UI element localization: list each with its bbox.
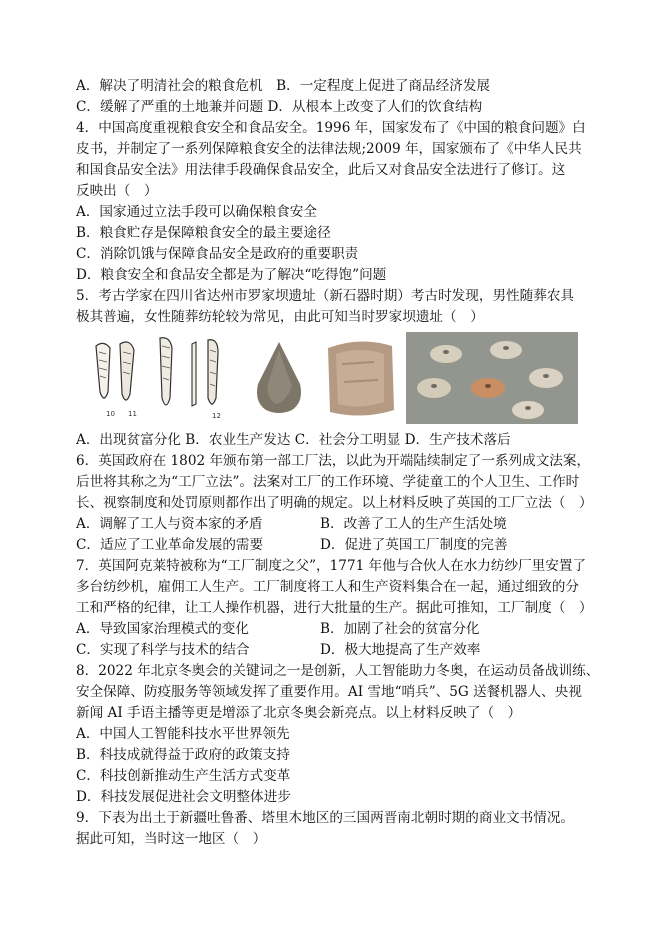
q8-option: B．科技成就得益于政府的政策支持 bbox=[76, 747, 290, 763]
q6-stem-line: 后世将其称之为“工厂立法”。法案对工厂的工作环境、学徒童工的个人卫生、工作时 bbox=[76, 474, 580, 490]
q6-option: C．适应了工业革命发展的需要 bbox=[76, 537, 264, 553]
q7-stem-line: 工和严格的纪律，让工人操作机器，进行大批量的生产。据此可推知，工厂制度（ ） bbox=[76, 600, 593, 616]
q6-stem-line: 长、视察制度和处罚原则都作出了明确的规定。以上材料反映了英国的工厂立法（ ） bbox=[76, 495, 593, 511]
q5-stem-line: 极其普遍，女性随葬纺轮较为常见，由此可知当时罗家坝遗址（ ） bbox=[76, 309, 484, 325]
q7-stem-line: 7．英国阿克莱特被称为“工厂制度之父”，1771 年他与合伙人在水力纺纱厂里安置了 bbox=[76, 558, 587, 574]
q9-stem-line: 9．下表为出土于新疆吐鲁番、塔里木地区的三国两晋南北朝时期的商业文书情况。 bbox=[76, 810, 575, 826]
q9-stem-line: 据此可知，当时这一地区（ ） bbox=[76, 831, 267, 847]
artifact-figure-strip bbox=[86, 332, 578, 424]
q7-options-row bbox=[76, 619, 606, 640]
q4-stem-line: 4．中国高度重视粮食安全和食品安全。1996 年，国家发布了《中国的粮食问题》白 bbox=[76, 120, 586, 136]
spindle-whorls-photo bbox=[406, 332, 578, 424]
stone-point-photo bbox=[246, 332, 312, 424]
figure-label: 10 bbox=[106, 410, 115, 418]
stone-block-photo bbox=[322, 332, 398, 424]
q4-stem-line: 和国食品安全法》用法律手段确保食品安全，此后又对食品安全法进行了修订。这 bbox=[76, 162, 566, 178]
q4-option: D．粮食安全和食品安全都是为了解决“吃得饱”问题 bbox=[76, 267, 387, 283]
q7-option: A．导致国家治理模式的变化 bbox=[76, 621, 249, 637]
q6-options-row bbox=[76, 535, 606, 556]
q3-option-ab: A．解决了明清社会的粮食危机 B．一定程度上促进了商品经济发展 bbox=[76, 78, 491, 94]
q7-option: D．极大地提高了生产效率 bbox=[320, 642, 481, 658]
q6-options-row bbox=[76, 514, 606, 535]
q7-stem-line: 多台纺纱机，雇佣工人生产。工厂制度将工人和生产资料集合在一起，通过细致的分 bbox=[76, 579, 579, 595]
q8-stem-line: 新闻 AI 手语主播等更是增添了北京冬奥会新亮点。以上材料反映了（ ） bbox=[76, 705, 522, 721]
stone-tool-drawing-2 bbox=[152, 332, 180, 424]
q6-option: B．改善了工人的生产生活处境 bbox=[320, 516, 507, 532]
q4-stem-line: 皮书，并制定了一系列保障粮食安全的法律法规;2009 年，国家颁布了《中华人民共 bbox=[76, 141, 582, 157]
q8-option: A．中国人工智能科技水平世界领先 bbox=[76, 726, 290, 742]
q7-options-row bbox=[76, 640, 606, 661]
q4-stem-line: 反映出（ ） bbox=[76, 183, 158, 199]
q8-stem-line: 安全保障、防疫服务等领域发挥了重要作用。AI 雪地“哨兵”、5G 送餐机器人、央视 bbox=[76, 684, 582, 700]
figure-label: 12 bbox=[212, 412, 221, 420]
q8-option: D．科技发展促进社会文明整体进步 bbox=[76, 789, 291, 805]
q4-option: A．国家通过立法手段可以确保粮食安全 bbox=[76, 204, 317, 220]
q8-option: C．科技创新推动生产生活方式变革 bbox=[76, 768, 291, 784]
q5-options: A．出现贫富分化 B．农业生产发达 C．社会分工明显 D．生产技术落后 bbox=[76, 432, 511, 448]
q8-stem-line: 8．2022 年北京冬奥会的关键词之一是创新，人工智能助力冬奥，在运动员备战训练、 bbox=[76, 663, 600, 679]
q7-option: B．加剧了社会的贫富分化 bbox=[320, 621, 480, 637]
stone-tool-drawing-3 bbox=[186, 332, 236, 424]
q5-stem-line: 5．考古学家在四川省达州市罗家坝遗址（新石器时期）考古时发现，男性随葬农具 bbox=[76, 288, 575, 304]
stone-tool-drawing-1 bbox=[86, 332, 148, 424]
q3-option-cd: C．缓解了严重的土地兼并问题 D．从根本上改变了人们的饮食结构 bbox=[76, 99, 483, 115]
q6-option: D．促进了英国工厂制度的完善 bbox=[320, 537, 508, 553]
figure-label: 11 bbox=[128, 410, 137, 418]
q4-option: C．消除饥饿与保障食品安全是政府的重要职责 bbox=[76, 246, 359, 262]
q7-option: C．实现了科学与技术的结合 bbox=[76, 642, 250, 658]
q4-option: B．粮食贮存是保障粮食安全的最主要途径 bbox=[76, 225, 331, 241]
q6-stem-line: 6．英国政府在 1802 年颁布第一部工厂法，以此为开端陆续制定了一系列成文法案， bbox=[76, 453, 591, 469]
q6-option: A．调解了工人与资本家的矛盾 bbox=[76, 516, 263, 532]
